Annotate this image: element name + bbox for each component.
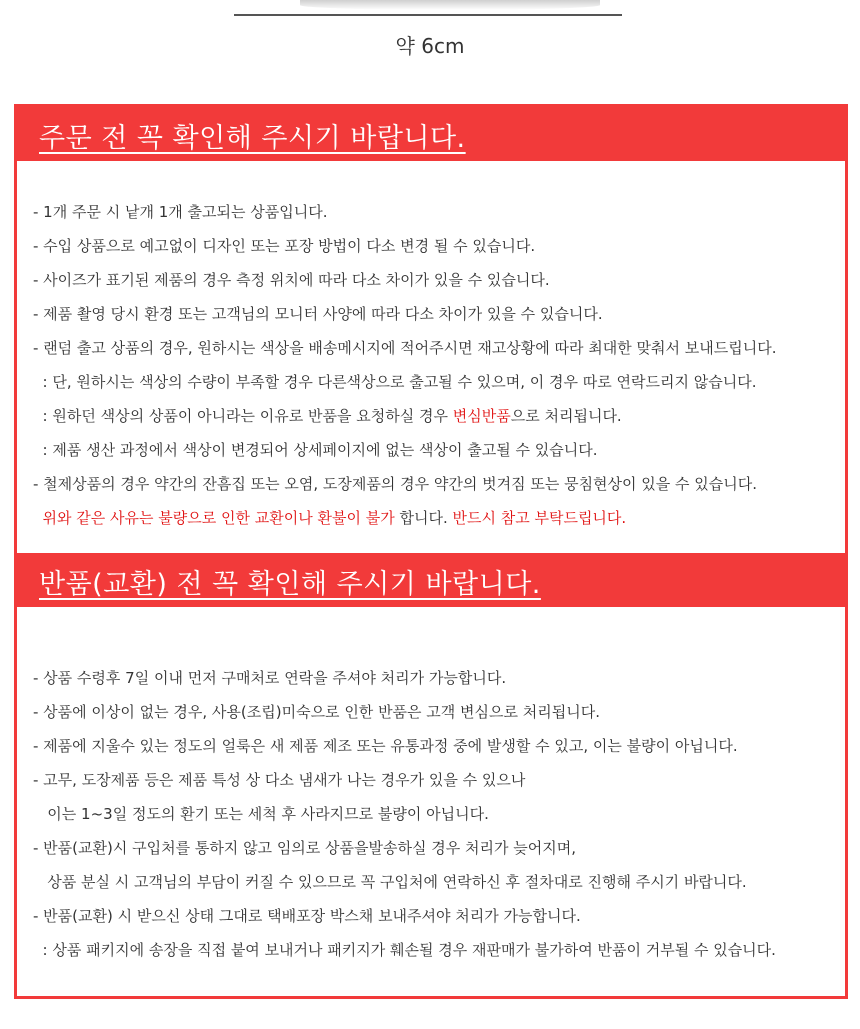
list-item-text: : 원하던 색상의 상품이 아니라는 이유로 반품을 요청하실 경우 (33, 407, 453, 425)
warning-line (33, 501, 837, 535)
list-item: 상품 분실 시 고객님의 부담이 커질 수 있으므로 꼭 구입처에 연락하신 후 절차대로 진행해 주시기 바랍니다. (33, 873, 747, 891)
return-notice-list (33, 661, 837, 967)
warning-text: 위와 같은 사유는 불량으로 인한 교환이나 환불이 불가 (33, 509, 395, 527)
return-notice-banner (17, 553, 845, 607)
list-item: - 사이즈가 표기된 제품의 경우 측정 위치에 따라 다소 차이가 있을 수 있습니다. (33, 271, 550, 289)
order-notice-list (33, 195, 837, 535)
list-item: 이는 1~3일 정도의 환기 또는 세척 후 사라지므로 불량이 아닙니다. (33, 805, 489, 823)
list-item: - 제품에 지울수 있는 정도의 얼룩은 새 제품 제조 또는 유통과정 중에 발생할 수 있고, 이는 불량이 아닙니다. (33, 737, 738, 755)
return-notice-title: 반품(교환) 전 꼭 확인해 주시기 바랍니다. (39, 569, 541, 600)
list-item: : 단, 원하시는 색상의 수량이 부족할 경우 다른색상으로 출고될 수 있으며, 이 경우 따로 연락드리지 않습니다. (33, 373, 757, 391)
list-item-text: 으로 처리됩니다. (510, 407, 622, 425)
list-item (33, 399, 837, 433)
list-item: - 상품 수령후 7일 이내 먼저 구매처로 연락을 주셔야 처리가 가능합니다. (33, 669, 507, 687)
list-item: - 고무, 도장제품 등은 제품 특성 상 다소 냄새가 나는 경우가 있을 수 있으나 (33, 771, 526, 789)
highlight-text: 변심반품 (452, 407, 511, 425)
list-item: - 수입 상품으로 예고없이 디자인 또는 포장 방법이 다소 변경 될 수 있습니다. (33, 237, 536, 255)
order-notice-title: 주문 전 꼭 확인해 주시기 바랍니다. (39, 123, 466, 154)
list-item: : 상품 패키지에 송장을 직접 붙여 보내거나 패키지가 훼손될 경우 재판매가 불가하여 반품이 거부될 수 있습니다. (33, 941, 776, 959)
list-item: - 반품(교환)시 구입처를 통하지 않고 임의로 상품을발송하실 경우 처리가 늦어지며, (33, 839, 576, 857)
product-image-edge (300, 0, 600, 10)
list-item: - 랜덤 출고 상품의 경우, 원하시는 색상을 배송메시지에 적어주시면 재고상황에 따라 최대한 맞춰서 보내드립니다. (33, 339, 777, 357)
warning-mid-text: 합니다. (394, 509, 453, 527)
size-note: 약 6cm (395, 34, 465, 58)
list-item: : 제품 생산 과정에서 색상이 변경되어 상세페이지에 없는 색상이 출고될 수 있습니다. (33, 441, 598, 459)
list-item: - 1개 주문 시 낱개 1개 출고되는 상품입니다. (33, 203, 328, 221)
notice-box (14, 104, 848, 999)
list-item: - 철제상품의 경우 약간의 잔흠집 또는 오염, 도장제품의 경우 약간의 벗겨짐 또는 뭉침현상이 있을 수 있습니다. (33, 475, 758, 493)
list-item: - 반품(교환) 시 받으신 상태 그대로 택배포장 박스채 보내주셔야 처리가 가능합니다. (33, 907, 581, 925)
warning-text: 반드시 참고 부탁드립니다. (452, 509, 627, 527)
list-item: - 제품 촬영 당시 환경 또는 고객님의 모니터 사양에 따라 다소 차이가 있을 수 있습니다. (33, 305, 603, 323)
measurement-line (234, 14, 622, 16)
list-item: - 상품에 이상이 없는 경우, 사용(조립)미숙으로 인한 반품은 고객 변심으로 처리됩니다. (33, 703, 600, 721)
order-notice-banner (17, 107, 845, 161)
